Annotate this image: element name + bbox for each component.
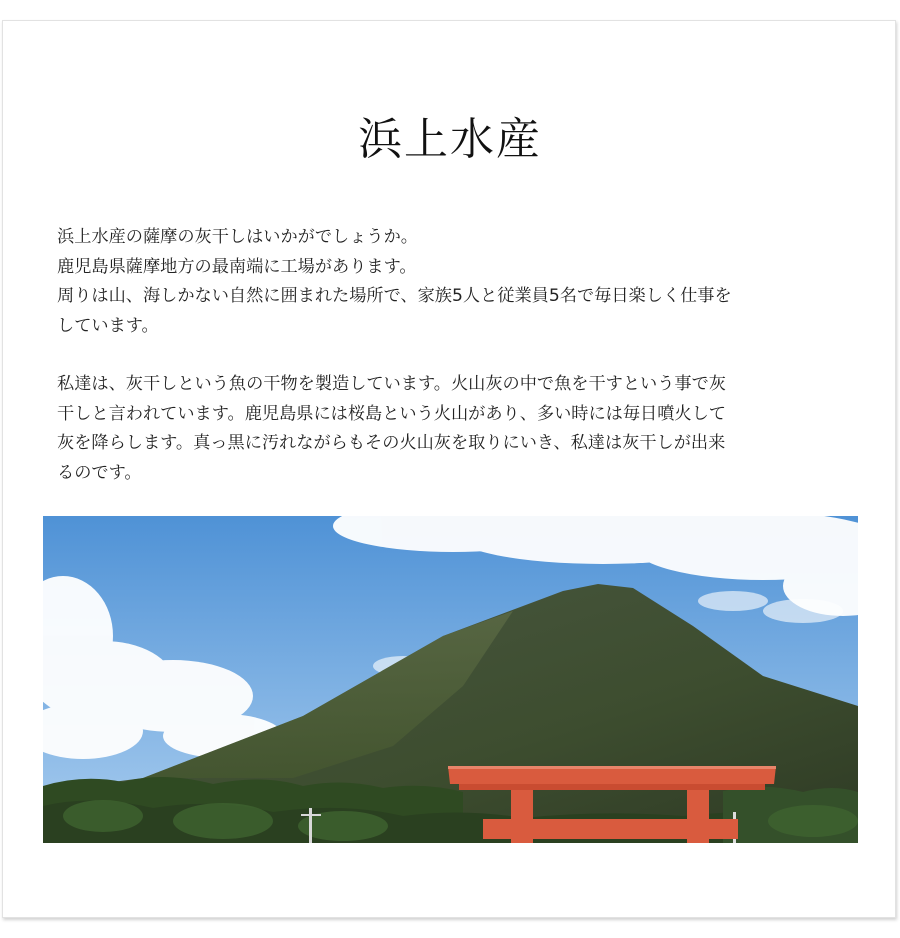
about-line: 干しと言われています。鹿児島県には桜島という火山があり、多い時には毎日噴火して — [57, 403, 726, 424]
intro-line: しています。 — [57, 315, 159, 336]
about-line: 私達は、灰干しという魚の干物を製造しています。火山灰の中で魚を干すという事で灰 — [57, 374, 726, 394]
about-line: 灰を降らします。真っ黒に汚れながらもその火山灰を取りにいき、私達は灰干しが出来 — [57, 433, 726, 453]
about-line: るのです。 — [57, 462, 142, 483]
about-paragraph — [57, 370, 847, 488]
intro-line: 鹿児島県薩摩地方の最南端に工場があります。 — [57, 256, 417, 277]
intro-line: 周りは山、海しかない自然に囲まれた場所で、家族5人と従業員5名で毎日楽しく仕事を — [57, 286, 732, 306]
page-title: 浜上水産 — [358, 114, 542, 165]
intro-paragraph — [57, 223, 847, 341]
mountain-torii-photo — [43, 516, 858, 843]
intro-line: 浜上水産の薩摩の灰干しはいかがでしょうか。 — [57, 227, 418, 247]
